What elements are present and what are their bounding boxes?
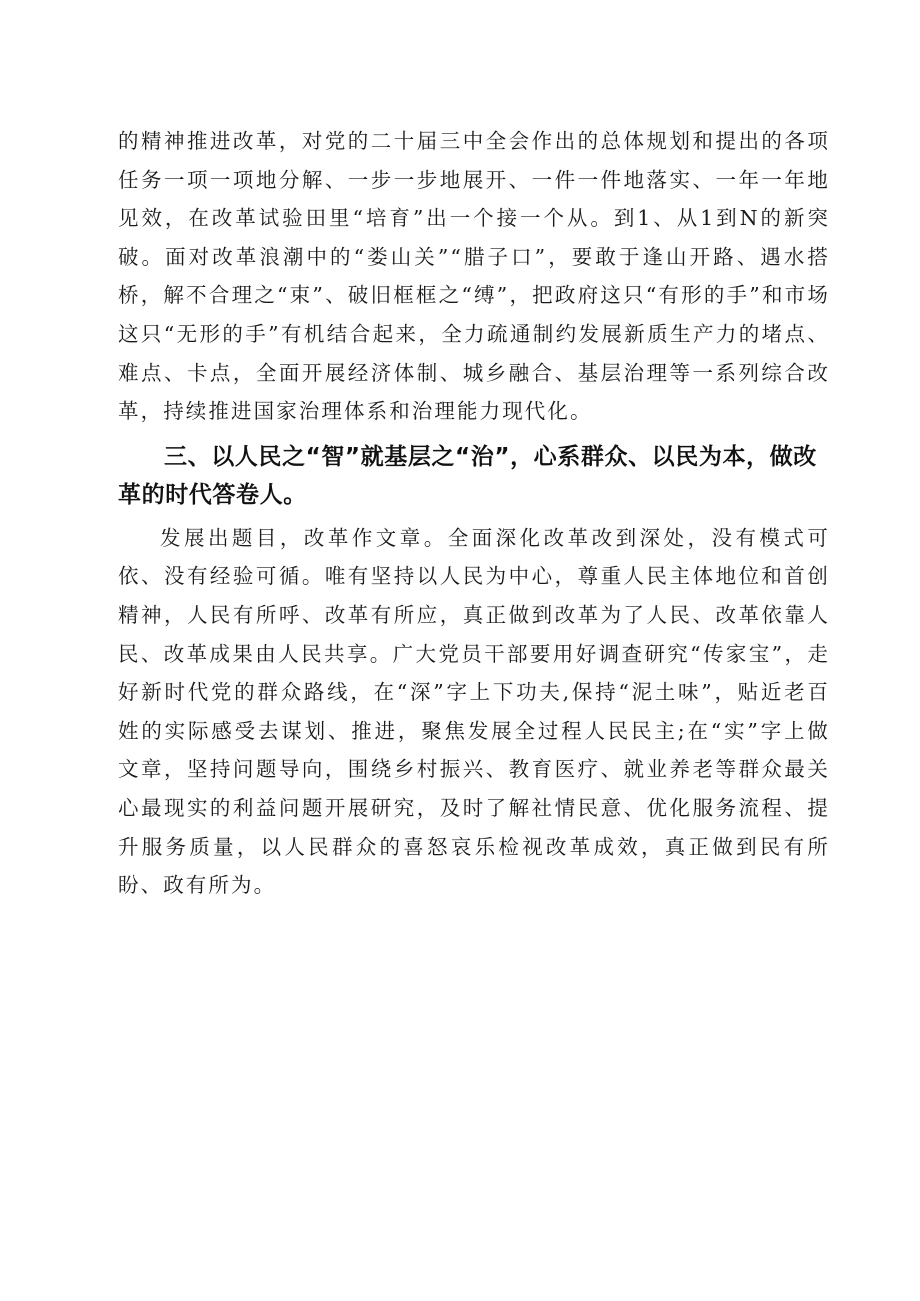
- document-page: [118, 122, 830, 905]
- body-paragraph-2: 发展出题目，改革作文章。全面深化改革改到深处，没有模式可依、没有经验可循。唯有坚持以人民为中心，尊重人民主体地位和首创精神，人民有所呼、改革有所应，真正做到改革为了人民、改革依靠人民、改革成果由人民共享。广大党员干部要用好调查研究“传家宝”，走好新时代党的群众路线，在“深”字上下功夫,保持“泥土味”，贴近老百姓的实际感受去谋划、推进，聚焦发展全过程人民民主;在“实”字上做文章，坚持问题导向，围绕乡村振兴、教育医疗、就业养老等群众最关心最现实的利益问题开展研究，及时了解社情民意、优化服务流程、提升服务质量，以人民群众的喜怒哀乐检视改革成效，真正做到民有所盼、政有所为。: [118, 525, 830, 898]
- section-heading-3: 三、以人民之“智”就基层之“治”，心系群众、以民为本，做改革的时代答卷人。: [118, 443, 817, 509]
- body-paragraph-1: 的精神推进改革，对党的二十届三中全会作出的总体规划和提出的各项任务一项一项地分解、一步一步地展开、一件一件地落实、一年一年地见效，在改革试验田里“培育”出一个接一个从。到1、从1到N的新突破。面对改革浪潮中的“娄山关”“腊子口”，要敢于逢山开路、遇水搭桥，解不合理之“束”、破旧框框之“缚”，把政府这只“有形的手”和市场这只“无形的手”有机结合起来，全力疏通制约发展新质生产力的堵点、难点、卡点，全面开展经济体制、城乡融合、基层治理等一系列综合改革，持续推进国家治理体系和治理能力现代化。: [118, 129, 830, 424]
